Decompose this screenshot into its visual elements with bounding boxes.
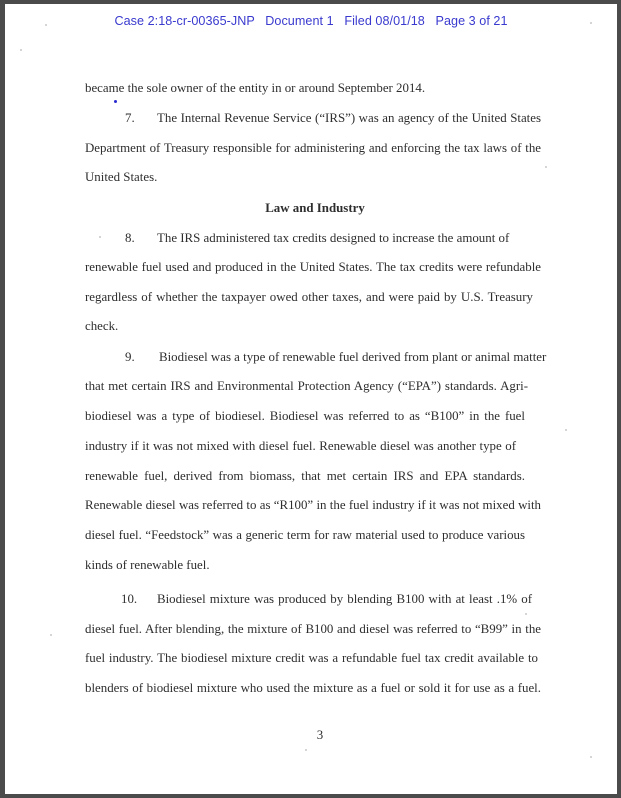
- body-line: became the sole owner of the entity in or around September 2014.: [85, 81, 426, 95]
- paragraph-number-9: 9.: [125, 350, 135, 364]
- body-line: United States.: [85, 170, 158, 184]
- scan-speck: [525, 613, 527, 615]
- scan-speck: [305, 749, 307, 751]
- scan-speck: [565, 429, 567, 431]
- scan-speck: [50, 634, 52, 636]
- scan-speck: [45, 24, 47, 26]
- body-line: fuel industry. The biodiesel mixture credit was a refundable fuel tax credit available to: [85, 651, 538, 665]
- body-line: check.: [85, 319, 119, 333]
- body-line: Department of Treasury responsible for administering and enforcing the tax laws of the: [85, 141, 541, 155]
- body-line: regardless of whether the taxpayer owed other taxes, and were paid by U.S. Treasury: [85, 290, 533, 304]
- body-line: Biodiesel was a type of renewable fuel derived from plant or animal matter: [159, 350, 547, 364]
- section-heading: Law and Industry: [265, 201, 365, 215]
- paragraph-number-8: 8.: [125, 231, 135, 245]
- body-line: industry if it was not mixed with diesel fuel. Renewable diesel was another type of: [85, 439, 516, 453]
- scan-speck: [590, 756, 592, 758]
- body-line: diesel fuel. “Feedstock” was a generic term for raw material used to produce various: [85, 528, 525, 542]
- page-count: Page 3 of 21: [435, 14, 508, 28]
- scan-speck: [20, 49, 22, 51]
- body-line: The IRS administered tax credits designed to increase the amount of: [157, 231, 510, 245]
- body-line: Biodiesel mixture was produced by blending B100 with at least .1% of: [157, 592, 532, 606]
- paragraph-number-10: 10.: [121, 592, 138, 606]
- scan-speck: [545, 166, 547, 168]
- body-line: renewable fuel used and produced in the United States. The tax credits were refundable: [85, 260, 541, 274]
- stray-mark: [114, 100, 117, 103]
- document-number: Document 1: [265, 14, 334, 28]
- body-line: that met certain IRS and Environmental Protection Agency (“EPA”) standards. Agri-: [85, 379, 528, 393]
- body-line: biodiesel was a type of biodiesel. Biodiesel was referred to as “B100” in the fuel: [85, 409, 525, 423]
- paragraph-number-7: 7.: [125, 111, 135, 125]
- body-line: blenders of biodiesel mixture who used the mixture as a fuel or sold it for use as a fuel.: [85, 681, 541, 695]
- body-line: kinds of renewable fuel.: [85, 558, 210, 572]
- scan-speck: [590, 22, 592, 24]
- document-page: [5, 4, 617, 794]
- ecf-header: [5, 14, 617, 28]
- body-line: diesel fuel. After blending, the mixture of B100 and diesel was referred to “B99” in the: [85, 622, 541, 636]
- body-line: Renewable diesel was referred to as “R100” in the fuel industry if it was not mixed with: [85, 498, 541, 512]
- case-number: Case 2:18-cr-00365-JNP: [114, 14, 255, 28]
- body-line: renewable fuel, derived from biomass, that met certain IRS and EPA standards.: [85, 469, 525, 483]
- body-line: The Internal Revenue Service (“IRS”) was an agency of the United States: [157, 111, 541, 125]
- filed-date: Filed 08/01/18: [344, 14, 425, 28]
- scan-speck: [99, 236, 101, 238]
- page-number: 3: [316, 728, 324, 742]
